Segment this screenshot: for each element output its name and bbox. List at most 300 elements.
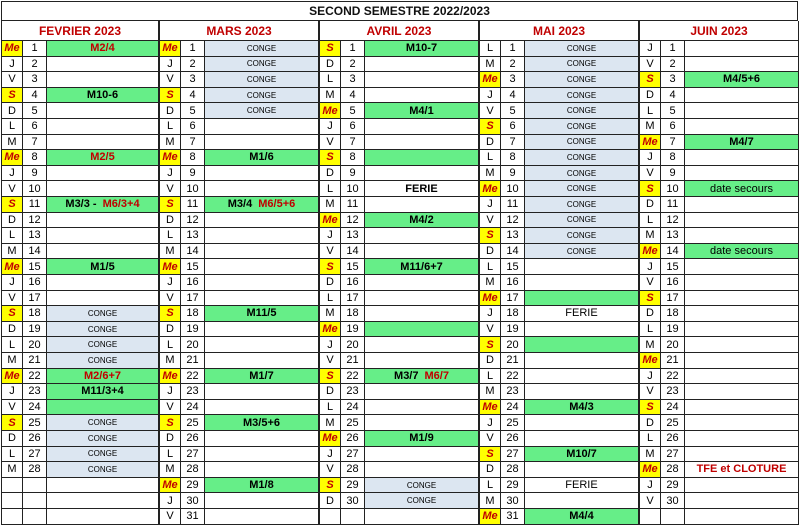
event-cell	[685, 166, 799, 182]
event-cell: CONGE	[365, 478, 479, 494]
day-row	[479, 291, 639, 307]
day-row	[319, 197, 479, 213]
day-number-cell: 2	[661, 57, 685, 73]
day-number-cell: 31	[501, 509, 525, 525]
event-cell	[47, 181, 159, 197]
event-cell	[365, 72, 479, 88]
weekday-cell: D	[1, 213, 23, 229]
day-number-cell: 7	[661, 135, 685, 151]
weekday-cell: S	[159, 88, 181, 104]
weekday-cell: L	[479, 150, 501, 166]
weekday-cell: S	[1, 415, 23, 431]
month-header-jun: JUIN 2023	[639, 21, 799, 41]
weekday-cell: S	[1, 306, 23, 322]
weekday-cell: J	[159, 57, 181, 73]
weekday-cell: D	[639, 415, 661, 431]
day-row	[639, 306, 799, 322]
day-row	[159, 431, 319, 447]
day-row	[639, 135, 799, 151]
day-row	[479, 72, 639, 88]
event-cell	[365, 119, 479, 135]
day-row	[639, 369, 799, 385]
event-cell	[365, 88, 479, 104]
weekday-cell	[319, 509, 341, 525]
day-row	[1, 462, 159, 478]
event-cell	[205, 181, 319, 197]
day-number-cell: 12	[501, 213, 525, 229]
weekday-cell: L	[159, 447, 181, 463]
day-row	[479, 213, 639, 229]
day-number-cell: 17	[181, 291, 205, 307]
weekday-cell: S	[479, 337, 501, 353]
day-row	[639, 41, 799, 57]
weekday-cell: S	[639, 400, 661, 416]
day-number-cell: 24	[661, 400, 685, 416]
weekday-cell: D	[479, 244, 501, 260]
weekday-cell: J	[159, 166, 181, 182]
event-cell	[205, 400, 319, 416]
event-cell	[365, 415, 479, 431]
event-cell	[365, 275, 479, 291]
event-cell	[205, 228, 319, 244]
weekday-cell: M	[479, 57, 501, 73]
weekday-cell: Me	[479, 181, 501, 197]
day-number-cell: 27	[341, 447, 365, 463]
weekday-cell: D	[479, 353, 501, 369]
day-number-cell: 20	[181, 337, 205, 353]
day-number-cell: 8	[661, 150, 685, 166]
day-number-cell: 10	[501, 181, 525, 197]
month-column-mar	[159, 21, 319, 525]
day-row	[159, 447, 319, 463]
weekday-cell: Me	[479, 291, 501, 307]
day-row	[159, 478, 319, 494]
day-row	[319, 400, 479, 416]
event-cell: CONGE	[525, 181, 639, 197]
day-row	[319, 244, 479, 260]
event-cell: M11/6+7	[365, 259, 479, 275]
day-row	[159, 213, 319, 229]
weekday-cell: V	[639, 166, 661, 182]
day-row	[479, 337, 639, 353]
weekday-cell: L	[319, 291, 341, 307]
weekday-cell: M	[639, 119, 661, 135]
event-cell	[685, 259, 799, 275]
day-row	[319, 509, 479, 525]
weekday-cell: D	[639, 88, 661, 104]
event-cell	[205, 166, 319, 182]
day-number-cell: 13	[501, 228, 525, 244]
weekday-cell: S	[639, 72, 661, 88]
day-row	[1, 166, 159, 182]
weekday-cell	[639, 509, 661, 525]
day-row	[479, 275, 639, 291]
event-cell	[525, 275, 639, 291]
day-row	[479, 103, 639, 119]
day-number-cell: 29	[181, 478, 205, 494]
weekday-cell: M	[1, 353, 23, 369]
day-row	[319, 119, 479, 135]
weekday-cell: D	[639, 197, 661, 213]
event-cell: M10-6	[47, 88, 159, 104]
day-number-cell: 14	[341, 244, 365, 260]
weekday-cell: S	[159, 197, 181, 213]
day-number-cell: 27	[23, 447, 47, 463]
day-row	[319, 306, 479, 322]
event-cell	[525, 431, 639, 447]
day-number-cell: 21	[501, 353, 525, 369]
day-number-cell: 6	[341, 119, 365, 135]
event-cell: M1/5	[47, 259, 159, 275]
weekday-cell: L	[1, 228, 23, 244]
day-number-cell: 22	[23, 369, 47, 385]
day-number-cell: 11	[341, 197, 365, 213]
weekday-cell: Me	[639, 244, 661, 260]
month-column-apr	[319, 21, 479, 525]
event-cell	[47, 400, 159, 416]
day-row	[639, 275, 799, 291]
event-cell: FERIE	[365, 181, 479, 197]
weekday-cell: V	[639, 57, 661, 73]
event-label: M3/7	[394, 369, 419, 382]
weekday-cell: J	[1, 57, 23, 73]
day-number-cell: 21	[661, 353, 685, 369]
event-cell: CONGE	[525, 135, 639, 151]
event-cell: CONGE	[525, 150, 639, 166]
event-cell: FERIE	[525, 478, 639, 494]
day-number-cell: 1	[23, 41, 47, 57]
day-number-cell: 2	[501, 57, 525, 73]
day-row	[479, 369, 639, 385]
event-cell: M4/4	[525, 509, 639, 525]
weekday-cell: M	[479, 384, 501, 400]
weekday-cell: M	[319, 197, 341, 213]
weekday-cell: Me	[479, 509, 501, 525]
weekday-cell: L	[319, 181, 341, 197]
day-number-cell: 7	[23, 135, 47, 151]
day-row	[159, 353, 319, 369]
weekday-cell: M	[159, 353, 181, 369]
day-row	[479, 228, 639, 244]
day-number-cell	[23, 509, 47, 525]
day-number-cell: 21	[23, 353, 47, 369]
weekday-cell: D	[1, 103, 23, 119]
day-row	[159, 493, 319, 509]
month-header-apr: AVRIL 2023	[319, 21, 479, 41]
day-row	[639, 415, 799, 431]
event-cell: CONGE	[525, 244, 639, 260]
day-row	[1, 447, 159, 463]
day-row	[159, 150, 319, 166]
month-column-may	[479, 21, 639, 525]
event-cell	[205, 244, 319, 260]
weekday-cell: J	[639, 259, 661, 275]
day-number-cell: 29	[341, 478, 365, 494]
weekday-cell: S	[319, 41, 341, 57]
event-cell: M2/5	[47, 150, 159, 166]
event-cell	[205, 353, 319, 369]
day-number-cell: 13	[341, 228, 365, 244]
event-cell	[365, 244, 479, 260]
event-cell	[47, 135, 159, 151]
weekday-cell: L	[159, 119, 181, 135]
weekday-cell: M	[159, 462, 181, 478]
event-cell	[47, 493, 159, 509]
day-number-cell: 28	[181, 462, 205, 478]
day-number-cell: 1	[661, 41, 685, 57]
event-cell	[685, 509, 799, 525]
day-row	[639, 259, 799, 275]
day-number-cell: 1	[341, 41, 365, 57]
month-header-feb: FEVRIER 2023	[1, 21, 159, 41]
day-row	[479, 400, 639, 416]
day-row	[1, 57, 159, 73]
day-number-cell: 28	[661, 462, 685, 478]
weekday-cell: M	[159, 135, 181, 151]
event-cell	[47, 244, 159, 260]
weekday-cell: J	[479, 88, 501, 104]
day-row	[479, 197, 639, 213]
event-cell: M4/3	[525, 400, 639, 416]
weekday-cell: Me	[319, 103, 341, 119]
day-row	[479, 57, 639, 73]
day-row	[1, 213, 159, 229]
weekday-cell: V	[1, 291, 23, 307]
day-number-cell: 6	[181, 119, 205, 135]
day-row	[319, 369, 479, 385]
day-number-cell: 12	[341, 213, 365, 229]
weekday-cell: V	[1, 181, 23, 197]
day-number-cell: 26	[341, 431, 365, 447]
day-number-cell: 19	[341, 322, 365, 338]
event-cell	[365, 291, 479, 307]
weekday-cell: Me	[159, 478, 181, 494]
event-cell	[365, 57, 479, 73]
event-cell	[685, 431, 799, 447]
day-number-cell: 3	[23, 72, 47, 88]
day-row	[159, 244, 319, 260]
day-number-cell: 6	[23, 119, 47, 135]
event-cell: M3/5+6	[205, 415, 319, 431]
day-number-cell: 3	[501, 72, 525, 88]
day-number-cell: 25	[661, 415, 685, 431]
day-row	[1, 478, 159, 494]
day-row	[319, 493, 479, 509]
event-cell	[685, 41, 799, 57]
day-number-cell: 18	[341, 306, 365, 322]
event-cell: M4/2	[365, 213, 479, 229]
day-row	[159, 72, 319, 88]
weekday-cell: V	[159, 181, 181, 197]
event-cell: CONGE	[525, 197, 639, 213]
weekday-cell: S	[479, 447, 501, 463]
day-number-cell: 29	[661, 478, 685, 494]
event-cell: CONGE	[205, 41, 319, 57]
day-number-cell: 27	[501, 447, 525, 463]
weekday-cell: M	[1, 135, 23, 151]
day-row	[1, 181, 159, 197]
weekday-cell: D	[319, 493, 341, 509]
event-cell: CONGE	[525, 119, 639, 135]
event-cell	[365, 150, 479, 166]
day-number-cell: 14	[661, 244, 685, 260]
day-row	[319, 384, 479, 400]
day-row	[159, 291, 319, 307]
day-row	[1, 384, 159, 400]
day-number-cell: 23	[661, 384, 685, 400]
day-number-cell: 11	[181, 197, 205, 213]
day-row	[159, 400, 319, 416]
event-cell	[365, 462, 479, 478]
day-number-cell: 26	[661, 431, 685, 447]
day-number-cell: 14	[23, 244, 47, 260]
weekday-cell: M	[639, 228, 661, 244]
event-cell: M10/7	[525, 447, 639, 463]
day-row	[319, 213, 479, 229]
day-number-cell: 9	[341, 166, 365, 182]
event-cell	[365, 384, 479, 400]
day-number-cell: 6	[661, 119, 685, 135]
day-number-cell: 13	[661, 228, 685, 244]
weekday-cell: M	[479, 493, 501, 509]
day-row	[1, 103, 159, 119]
event-cell	[525, 462, 639, 478]
event-cell	[365, 509, 479, 525]
day-number-cell: 4	[501, 88, 525, 104]
day-number-cell: 25	[501, 415, 525, 431]
day-row	[319, 150, 479, 166]
day-number-cell: 16	[341, 275, 365, 291]
day-number-cell	[341, 509, 365, 525]
event-cell: CONGE	[525, 166, 639, 182]
weekday-cell: J	[159, 275, 181, 291]
event-cell: CONGE	[205, 103, 319, 119]
day-number-cell: 18	[501, 306, 525, 322]
day-row	[1, 41, 159, 57]
event-cell: FERIE	[525, 306, 639, 322]
day-row	[479, 353, 639, 369]
day-row	[319, 462, 479, 478]
day-number-cell: 3	[181, 72, 205, 88]
day-number-cell: 12	[181, 213, 205, 229]
event-cell: M11/5	[205, 306, 319, 322]
day-number-cell: 23	[501, 384, 525, 400]
day-number-cell: 5	[23, 103, 47, 119]
day-number-cell: 30	[341, 493, 365, 509]
day-number-cell: 14	[181, 244, 205, 260]
event-cell: M1/7	[205, 369, 319, 385]
day-row	[479, 306, 639, 322]
event-cell: M2/6+7	[47, 369, 159, 385]
event-cell	[685, 119, 799, 135]
day-number-cell: 10	[181, 181, 205, 197]
event-cell	[525, 353, 639, 369]
day-row	[639, 197, 799, 213]
day-number-cell: 18	[181, 306, 205, 322]
day-number-cell: 20	[341, 337, 365, 353]
weekday-cell: Me	[159, 41, 181, 57]
day-row	[479, 322, 639, 338]
event-cell: CONGE	[47, 415, 159, 431]
weekday-cell: J	[479, 306, 501, 322]
weekday-cell: S	[639, 181, 661, 197]
weekday-cell: J	[159, 493, 181, 509]
weekday-cell: Me	[639, 462, 661, 478]
day-number-cell: 17	[341, 291, 365, 307]
day-row	[639, 322, 799, 338]
day-number-cell: 28	[501, 462, 525, 478]
weekday-cell: V	[319, 353, 341, 369]
day-number-cell: 4	[341, 88, 365, 104]
event-cell	[365, 306, 479, 322]
day-row	[639, 213, 799, 229]
weekday-cell: S	[159, 306, 181, 322]
day-row	[479, 244, 639, 260]
event-cell	[205, 275, 319, 291]
day-row	[639, 291, 799, 307]
day-row	[159, 337, 319, 353]
day-number-cell: 17	[23, 291, 47, 307]
day-row	[1, 337, 159, 353]
day-row	[639, 181, 799, 197]
weekday-cell: S	[319, 259, 341, 275]
day-number-cell: 27	[661, 447, 685, 463]
day-number-cell: 9	[181, 166, 205, 182]
event-cell: M11/3+4	[47, 384, 159, 400]
weekday-cell: J	[1, 166, 23, 182]
month-header-may: MAI 2023	[479, 21, 639, 41]
weekday-cell: J	[479, 415, 501, 431]
weekday-cell: M	[639, 447, 661, 463]
weekday-cell: V	[319, 462, 341, 478]
weekday-cell: J	[639, 478, 661, 494]
day-row	[479, 181, 639, 197]
event-cell	[47, 72, 159, 88]
event-cell	[365, 353, 479, 369]
day-number-cell: 4	[181, 88, 205, 104]
day-number-cell: 8	[501, 150, 525, 166]
weekday-cell: V	[479, 213, 501, 229]
day-number-cell	[661, 509, 685, 525]
day-number-cell: 5	[341, 103, 365, 119]
event-cell	[205, 337, 319, 353]
event-cell	[47, 103, 159, 119]
event-cell	[205, 447, 319, 463]
event-cell	[685, 213, 799, 229]
day-number-cell: 24	[501, 400, 525, 416]
day-row	[1, 259, 159, 275]
event-cell: M4/7	[685, 135, 799, 151]
day-row	[319, 431, 479, 447]
event-cell	[685, 150, 799, 166]
day-row	[1, 509, 159, 525]
day-row	[159, 462, 319, 478]
event-cell: CONGE	[365, 493, 479, 509]
day-number-cell: 22	[501, 369, 525, 385]
weekday-cell: Me	[319, 322, 341, 338]
event-cell	[205, 431, 319, 447]
day-row	[479, 259, 639, 275]
day-row	[1, 322, 159, 338]
weekday-cell: Me	[319, 213, 341, 229]
event-cell	[685, 447, 799, 463]
weekday-cell: L	[1, 337, 23, 353]
day-number-cell: 12	[661, 213, 685, 229]
day-number-cell: 15	[181, 259, 205, 275]
weekday-cell: Me	[1, 150, 23, 166]
calendar-title: SECOND SEMESTRE 2022/2023	[1, 1, 798, 21]
day-number-cell: 18	[23, 306, 47, 322]
